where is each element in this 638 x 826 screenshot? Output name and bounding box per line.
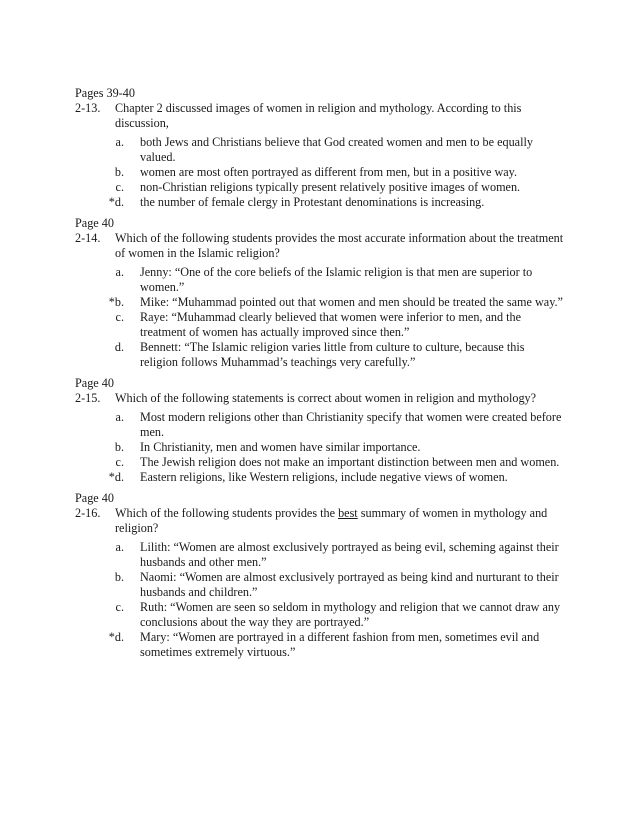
answer-option xyxy=(75,410,565,440)
question-text: Chapter 2 discussed images of women in religion and mythology. According to this discussion, xyxy=(115,101,522,130)
question-block xyxy=(75,86,565,210)
option-letter: a. xyxy=(115,135,124,149)
option-text: Naomi: “Women are almost exclusively portrayed as being kind and nurturant to their husbands and children.” xyxy=(140,570,559,599)
question-number: 2-14. xyxy=(75,231,101,245)
answer-option xyxy=(75,310,565,340)
answer-options xyxy=(75,410,565,485)
option-letter: c. xyxy=(115,455,124,469)
option-text: The Jewish religion does not make an important distinction between men and women. xyxy=(140,455,560,469)
option-letter: b. xyxy=(114,440,124,454)
option-text: Bennett: “The Islamic religion varies little from culture to culture, because this religion follows Muhammad’s teachings very carefully.” xyxy=(140,340,525,369)
question-block xyxy=(75,376,565,485)
option-text: Raye: “Muhammad clearly believed that women were inferior to men, and the treatment of women has actually improved since then.” xyxy=(140,310,522,339)
answer-option xyxy=(75,470,565,485)
option-letter: d. xyxy=(114,340,124,354)
page-reference: Page 40 xyxy=(75,376,114,390)
option-text: Jenny: “One of the core beliefs of the Islamic religion is that men are superior to women.” xyxy=(140,265,533,294)
question-number: 2-15. xyxy=(75,391,101,405)
option-text: Eastern religions, like Western religions, include negative views of women. xyxy=(140,470,508,484)
answer-option xyxy=(75,135,565,165)
question-block xyxy=(75,216,565,370)
answer-option xyxy=(75,295,565,310)
option-text: both Jews and Christians believe that God created women and men to be equally valued. xyxy=(140,135,533,164)
option-letter: a. xyxy=(115,410,124,424)
answer-option xyxy=(75,340,565,370)
option-text: Most modern religions other than Christianity specify that women were created before men. xyxy=(140,410,562,439)
option-letter: b. xyxy=(114,165,124,179)
option-letter: *d. xyxy=(108,630,124,644)
option-letter: a. xyxy=(115,265,124,279)
page-reference: Page 40 xyxy=(75,491,114,505)
page-reference: Pages 39-40 xyxy=(75,86,135,100)
underlined-emphasis: best xyxy=(338,506,358,520)
option-text: the number of female clergy in Protestant denominations is increasing. xyxy=(140,195,485,209)
answer-options xyxy=(75,540,565,660)
answer-option xyxy=(75,570,565,600)
option-letter: *d. xyxy=(108,470,124,484)
option-letter: c. xyxy=(115,600,124,614)
option-letter: a. xyxy=(115,540,124,554)
question-number: 2-13. xyxy=(75,101,101,115)
question-text xyxy=(115,506,565,536)
question-stem xyxy=(75,506,565,536)
answer-options xyxy=(75,135,565,210)
option-text: Lilith: “Women are almost exclusively portrayed as being evil, scheming against their husbands and other men.” xyxy=(140,540,559,569)
option-letter: *b. xyxy=(108,295,124,309)
page-reference: Page 40 xyxy=(75,216,114,230)
answer-option xyxy=(75,440,565,455)
question-stem xyxy=(75,391,565,406)
answer-option xyxy=(75,165,565,180)
option-text: Mike: “Muhammad pointed out that women and men should be treated the same way.” xyxy=(140,295,563,309)
answer-option xyxy=(75,600,565,630)
question-text-end: summary of women in mythology and religion? xyxy=(115,506,548,535)
answer-options xyxy=(75,265,565,370)
answer-option xyxy=(75,265,565,295)
option-letter: b. xyxy=(114,570,124,584)
option-text: women are most often portrayed as different from men, but in a positive way. xyxy=(140,165,518,179)
question-text: Which of the following students provides the most accurate information about the treatment of women in the Islamic religion? xyxy=(115,231,564,260)
question-block xyxy=(75,491,565,660)
answer-option xyxy=(75,195,565,210)
question-number: 2-16. xyxy=(75,506,101,520)
answer-option xyxy=(75,180,565,195)
option-text: non-Christian religions typically present relatively positive images of women. xyxy=(140,180,521,194)
answer-option xyxy=(75,630,565,660)
question-stem xyxy=(75,101,565,131)
question-text: Which of the following statements is correct about women in religion and mythology? xyxy=(115,391,537,405)
question-text-start: Which of the following students provides the xyxy=(115,506,339,520)
answer-option xyxy=(75,455,565,470)
answer-option xyxy=(75,540,565,570)
option-text: Ruth: “Women are seen so seldom in mythology and religion that we cannot draw any conclusions about the way they are portrayed.” xyxy=(140,600,561,629)
question-list xyxy=(75,86,565,666)
option-letter: c. xyxy=(115,310,124,324)
option-letter: c. xyxy=(115,180,124,194)
option-text: Mary: “Women are portrayed in a different fashion from men, sometimes evil and sometimes extremely virtuous.” xyxy=(140,630,540,659)
option-text: In Christianity, men and women have similar importance. xyxy=(140,440,421,454)
question-stem xyxy=(75,231,565,261)
option-letter: *d. xyxy=(108,195,124,209)
